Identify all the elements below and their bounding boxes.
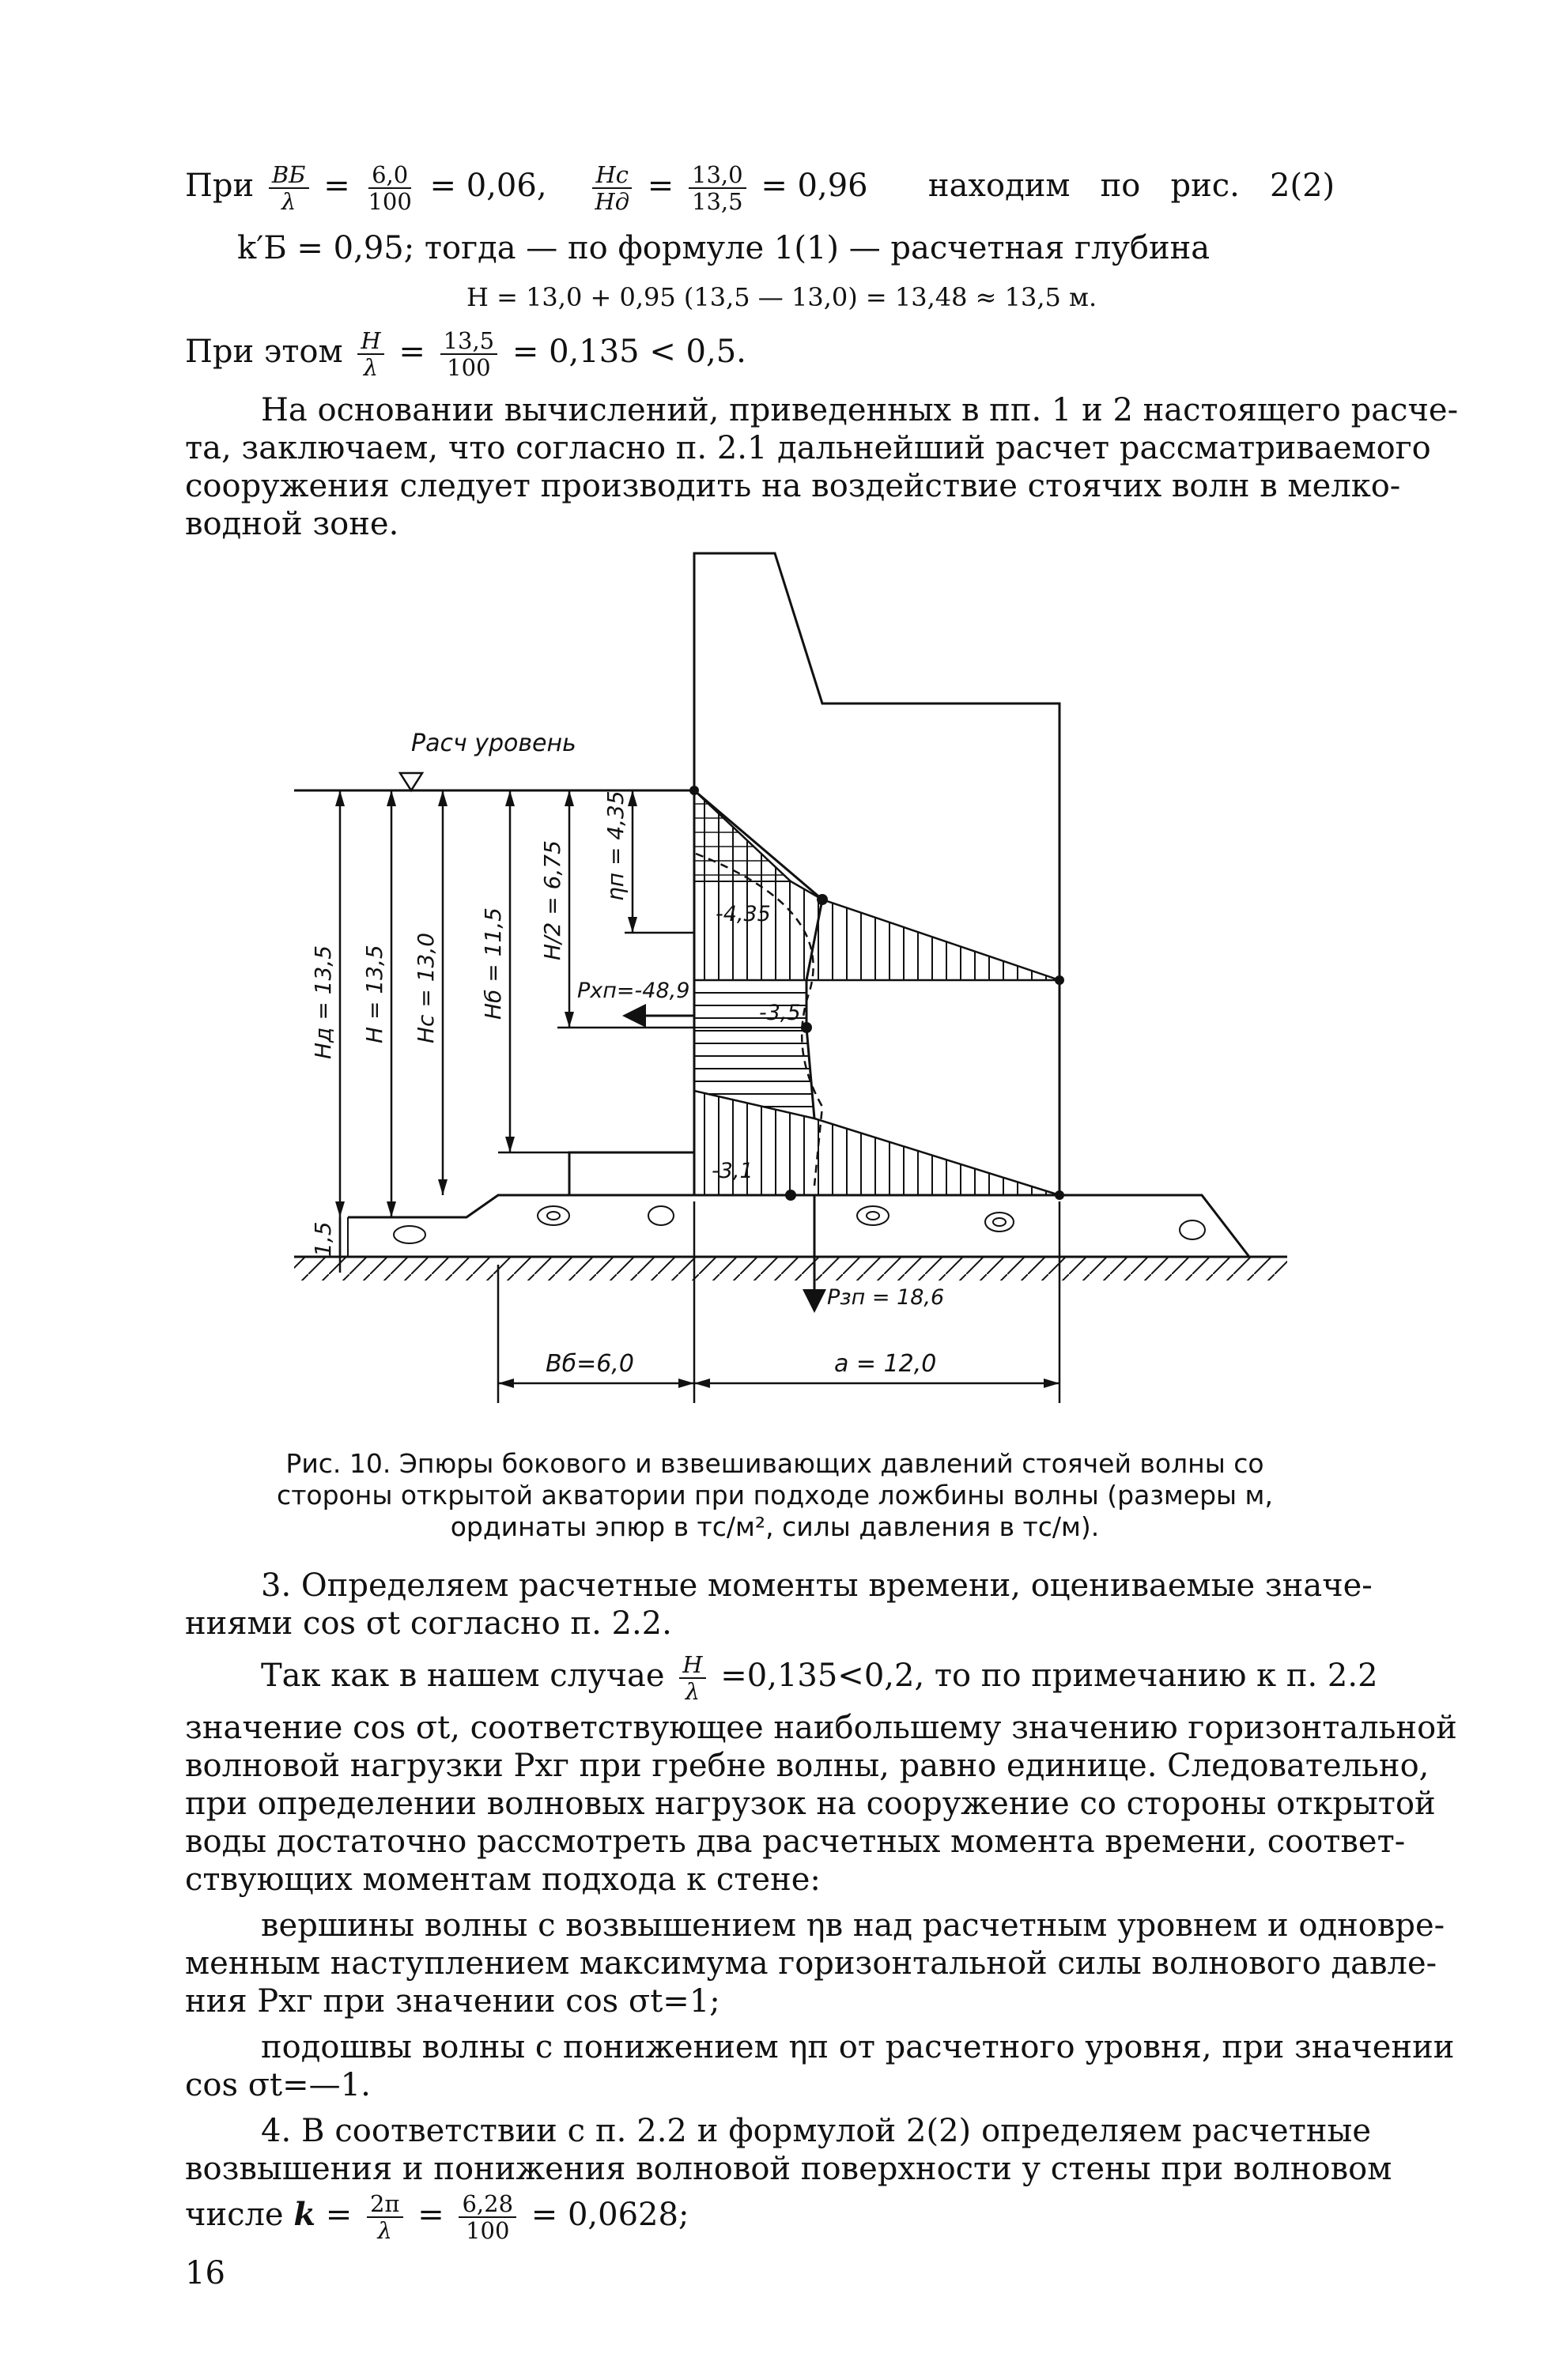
equals-sign: = xyxy=(323,168,350,204)
ordinate-label-31: -3,1 xyxy=(712,1159,754,1183)
dim-label-15: 1,5 xyxy=(310,1221,336,1257)
paragraph-1-line-4: водной зоне. xyxy=(185,506,399,542)
dim-label-h2: H/2 = 6,75 xyxy=(539,840,565,960)
fraction-h-lambda-2 xyxy=(679,1652,705,1704)
paragraph-4-line-6: ствующих моментам подхода к стене: xyxy=(185,1861,821,1898)
frac-den: λ xyxy=(363,354,379,381)
figure-caption-line-2: стороны открытой акватории при подходе ложбины волны (размеры м, xyxy=(277,1480,1273,1511)
text-line-2: k′Б = 0,95; тогда — по формуле 1(1) — расчетная глубина xyxy=(237,230,1211,266)
frac-den: 100 xyxy=(466,2217,510,2244)
paragraph-6-line-2: cos σt=—1. xyxy=(185,2067,371,2103)
wall-foundation-step xyxy=(569,1152,694,1195)
pressure-epure-upper xyxy=(694,790,1059,980)
paragraph-7-line-2: возвышения и понижения волновой поверхности у стены при волновом xyxy=(185,2151,1392,2187)
paragraph-6-line-1: подошвы волны с понижением ηп от расчетного уровня, при значении xyxy=(261,2029,1455,2065)
paragraph-5-line-2: менным наступлением максимума горизонтальной силы волнового давле- xyxy=(185,1945,1437,1982)
paragraph-1-line-2: та, заключаем, что согласно п. 2.1 дальнейший расчет рассматриваемого xyxy=(185,430,1431,466)
fraction-628-100 xyxy=(459,2191,516,2243)
water-level-label: Расч уровень xyxy=(411,730,576,757)
symbol-k: k xyxy=(293,2196,316,2233)
formula-depth: H = 13,0 + 0,95 (13,5 — 13,0) = 13,48 ≈ 13,5 м. xyxy=(466,282,1097,312)
paragraph-3-line-1: 3. Определяем расчетные моменты времени, оцениваемые значе- xyxy=(261,1567,1373,1604)
frac-den: 13,5 xyxy=(692,188,743,215)
paragraph-1-line-1: На основании вычислений, приведенных в пп. 1 и 2 настоящего расче- xyxy=(261,392,1459,428)
ordinate-point xyxy=(689,786,699,795)
fraction-2pi-lambda xyxy=(367,2191,403,2243)
ordinate-label-435: -4,35 xyxy=(716,902,771,926)
dim-label-hd: Hд = 13,5 xyxy=(310,945,336,1059)
dim-label-bb: Bб=6,0 xyxy=(546,1350,634,1378)
dim-label-a: a = 12,0 xyxy=(834,1350,937,1378)
dim-label-eta: ηп = 4,35 xyxy=(602,790,629,901)
paragraph-4-line-2: значение cos σt, соответствующее наибольшему значению горизонтальной xyxy=(185,1710,1457,1746)
frac-den: λ xyxy=(377,2217,392,2244)
ordinate-point xyxy=(817,894,828,905)
equals-sign: = xyxy=(417,2197,444,2233)
ordinate-label-35: -3,5 xyxy=(759,1001,801,1025)
force-z-label: Pзп = 18,6 xyxy=(827,1285,945,1310)
text-pri: При xyxy=(185,168,255,204)
frac-num: Hс xyxy=(592,162,632,189)
page-number: 16 xyxy=(185,2255,225,2291)
paragraph-4-line-1 xyxy=(261,1652,1378,1704)
rubble-stones xyxy=(394,1206,1205,1243)
ground-hatching xyxy=(294,1257,1287,1281)
paragraph-1-line-3: сооружения следует производить на воздействие стоячих волн в мелко- xyxy=(185,468,1401,504)
value-00628: = 0,0628; xyxy=(531,2197,689,2233)
frac-num: 13,0 xyxy=(689,162,746,189)
frac-num: BБ xyxy=(269,162,309,189)
text-segment: Так как в нашем случае xyxy=(261,1658,665,1694)
force-x-label: Pхп=-48,9 xyxy=(577,979,690,1003)
figure-caption-line-1: Рис. 10. Эпюры бокового и взвешивающих давлений стоячей волны со xyxy=(285,1448,1264,1479)
paragraph-3-line-2: ниями cos σt согласно п. 2.2. xyxy=(185,1605,672,1642)
paragraph-5-line-1: вершины волны с возвышением ηв над расчетным уровнем и одновре- xyxy=(261,1907,1445,1944)
text-pri-etom: При этом xyxy=(185,334,343,370)
ordinate-point xyxy=(785,1190,796,1201)
frac-num: 2π xyxy=(367,2191,403,2218)
paragraph-4-line-4: при определении волновых нагрузок на сооружение со стороны открытой xyxy=(185,1786,1436,1822)
frac-num: 6,28 xyxy=(459,2191,516,2218)
text-segment: =0,135<0,2, то по примечанию к п. 2.2 xyxy=(720,1658,1378,1694)
frac-den: 100 xyxy=(368,188,412,215)
text-segment: числе xyxy=(185,2197,284,2233)
dim-label-hc: Hс = 13,0 xyxy=(413,932,439,1043)
equals-sign: = xyxy=(325,2197,353,2233)
paragraph-4-line-5: воды достаточно рассмотреть два расчетных момента времени, соответ- xyxy=(185,1824,1406,1860)
frac-den: λ xyxy=(281,188,296,215)
frac-num: 13,5 xyxy=(440,328,498,355)
dim-label-hb: Hб = 11,5 xyxy=(480,907,506,1020)
ordinate-point xyxy=(1055,975,1064,985)
value-096: = 0,96 xyxy=(761,168,868,204)
paragraph-7-line-3 xyxy=(185,2191,689,2243)
equals-sign: = xyxy=(398,334,425,370)
frac-den: λ xyxy=(685,1678,701,1705)
frac-num: H xyxy=(679,1652,705,1679)
frac-num: H xyxy=(357,328,383,355)
ordinate-point xyxy=(801,1022,812,1033)
paragraph-4-line-3: волновой нагрузки Pхг при гребне волны, равно единице. Следовательно, xyxy=(185,1748,1430,1784)
water-level-triangle-icon xyxy=(400,773,422,790)
dim-label-h: H = 13,5 xyxy=(361,945,387,1043)
ordinate-point xyxy=(1055,1190,1064,1200)
frac-den: Hд xyxy=(595,188,630,215)
value-006: = 0,06, xyxy=(429,168,547,204)
paragraph-5-line-3: ния Pхг при значении cos σt=1; xyxy=(185,1983,720,2020)
dimension-lines xyxy=(340,790,694,1273)
equals-sign: = xyxy=(647,168,674,204)
frac-den: 100 xyxy=(447,354,491,381)
paragraph-7-line-1: 4. В соответствии с п. 2.2 и формулой 2(2) определяем расчетные xyxy=(261,2113,1371,2149)
value-0135: = 0,135 < 0,5. xyxy=(512,334,746,370)
text-tail: находим по рис. 2(2) xyxy=(927,168,1335,204)
frac-num: 6,0 xyxy=(368,162,411,189)
figure-caption-line-3: ординаты эпюр в тс/м², силы давления в тс/м). xyxy=(450,1511,1100,1542)
rubble-mound-outline xyxy=(348,1195,1249,1257)
